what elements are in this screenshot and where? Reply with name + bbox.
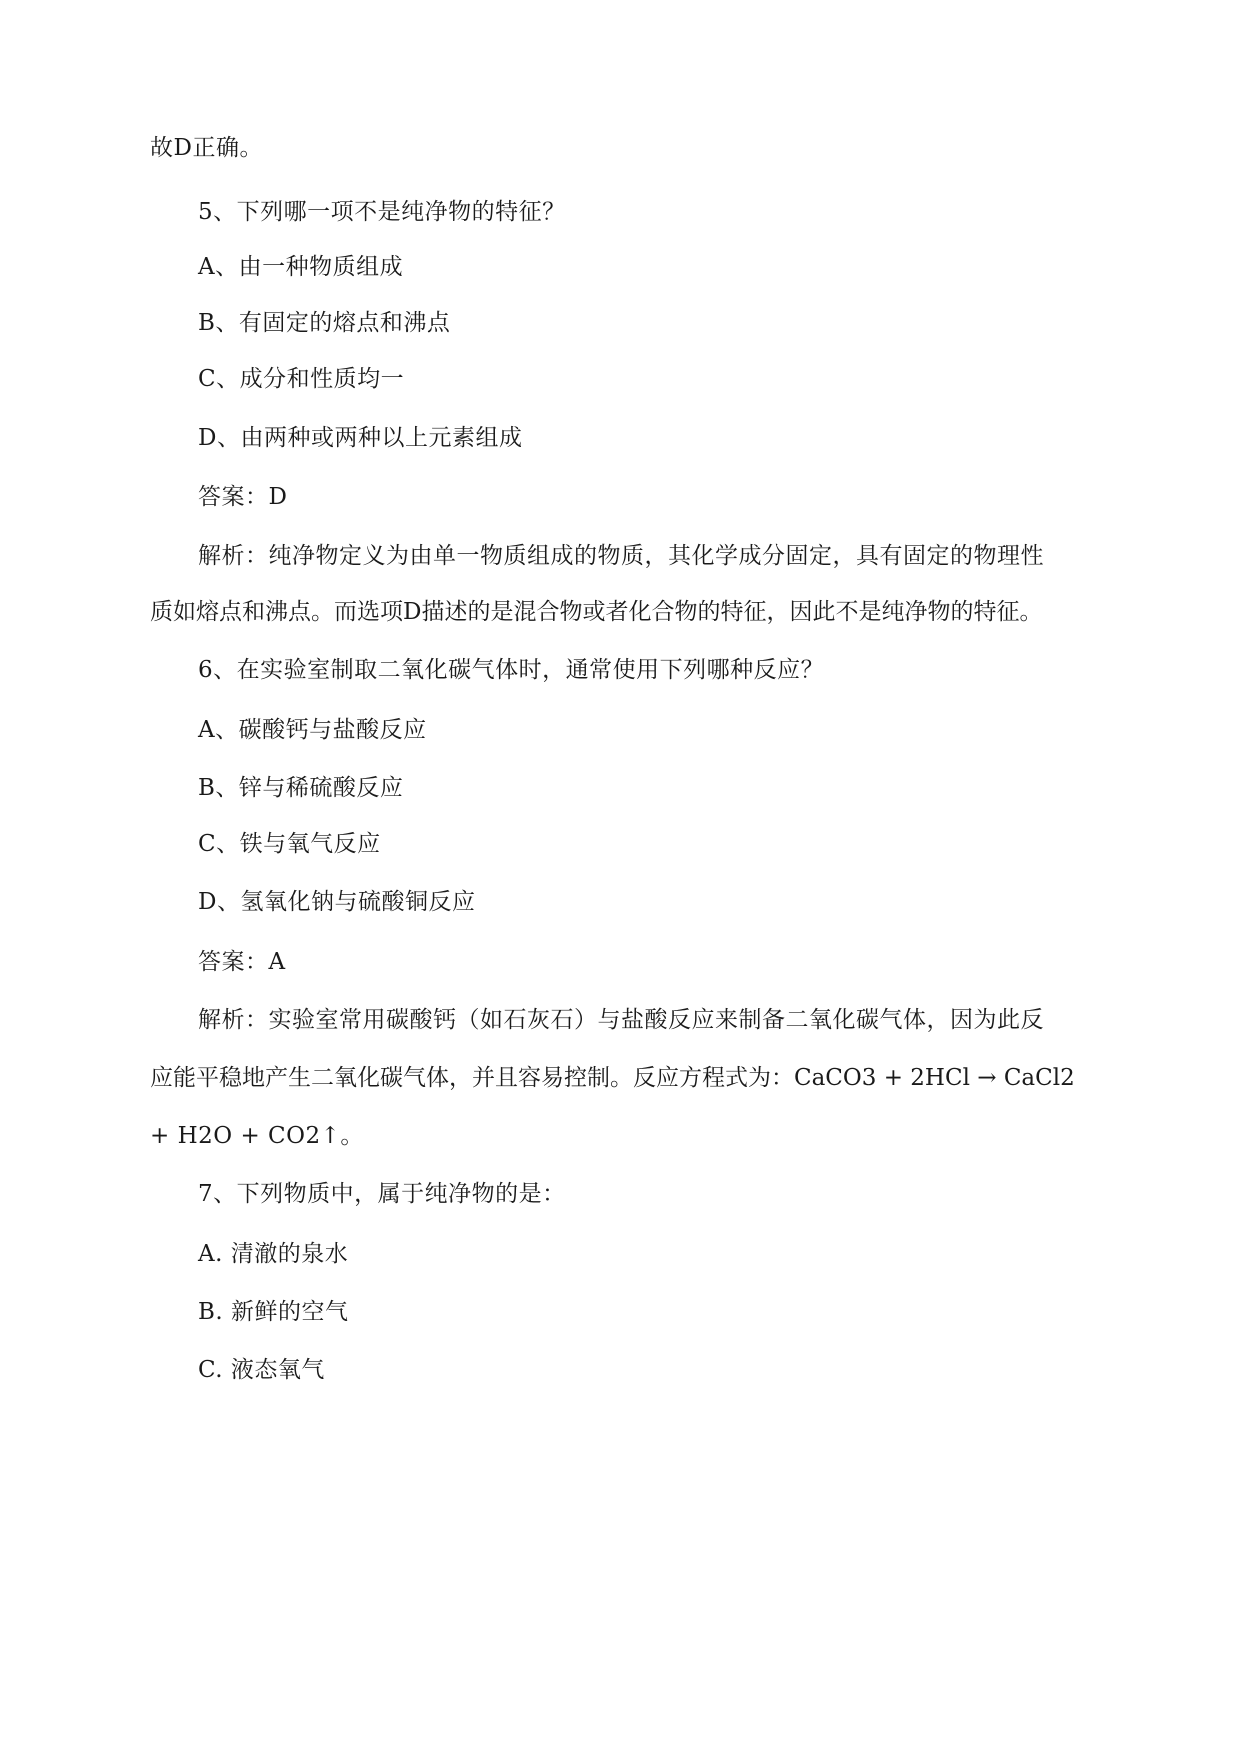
analysis-line: 质如熔点和沸点。而选项D描述的是混合物或者化合物的特征，因此不是纯净物的特征。 [150, 599, 1043, 625]
option-c: C. 液态氧气 [198, 1357, 325, 1383]
option-b: B、有固定的熔点和沸点 [198, 310, 451, 336]
answer: 答案：D [198, 484, 288, 510]
option-c: C、成分和性质均一 [198, 366, 405, 392]
option-d: D、氢氧化钠与硫酸铜反应 [198, 889, 476, 915]
option-d: D、由两种或两种以上元素组成 [198, 425, 523, 451]
analysis-line: 应能平稳地产生二氧化碳气体，并且容易控制。反应方程式为：CaCO3 + 2HCl → CaCl2 [150, 1065, 1075, 1091]
option-b: B、锌与稀硫酸反应 [198, 775, 404, 801]
analysis-line: 解析：实验室常用碳酸钙（如石灰石）与盐酸反应来制备二氧化碳气体，因为此反 [198, 1007, 1044, 1033]
answer: 答案：A [198, 949, 286, 975]
analysis-line: + H2O + CO2↑。 [150, 1123, 364, 1149]
question-7: 7、下列物质中，属于纯净物的是： [198, 1181, 566, 1207]
option-a: A、碳酸钙与盐酸反应 [198, 717, 427, 743]
option-a: A. 清澈的泉水 [198, 1241, 349, 1267]
option-a: A、由一种物质组成 [198, 254, 404, 280]
analysis-line: 解析：纯净物定义为由单一物质组成的物质，其化学成分固定，具有固定的物理性 [198, 543, 1044, 569]
paragraph-line: 故D正确。 [150, 135, 263, 161]
question-6: 6、在实验室制取二氧化碳气体时，通常使用下列哪种反应？ [198, 657, 825, 683]
option-b: B. 新鲜的空气 [198, 1299, 349, 1325]
question-5: 5、下列哪一项不是纯净物的特征？ [198, 199, 566, 225]
option-c: C、铁与氧气反应 [198, 831, 381, 857]
